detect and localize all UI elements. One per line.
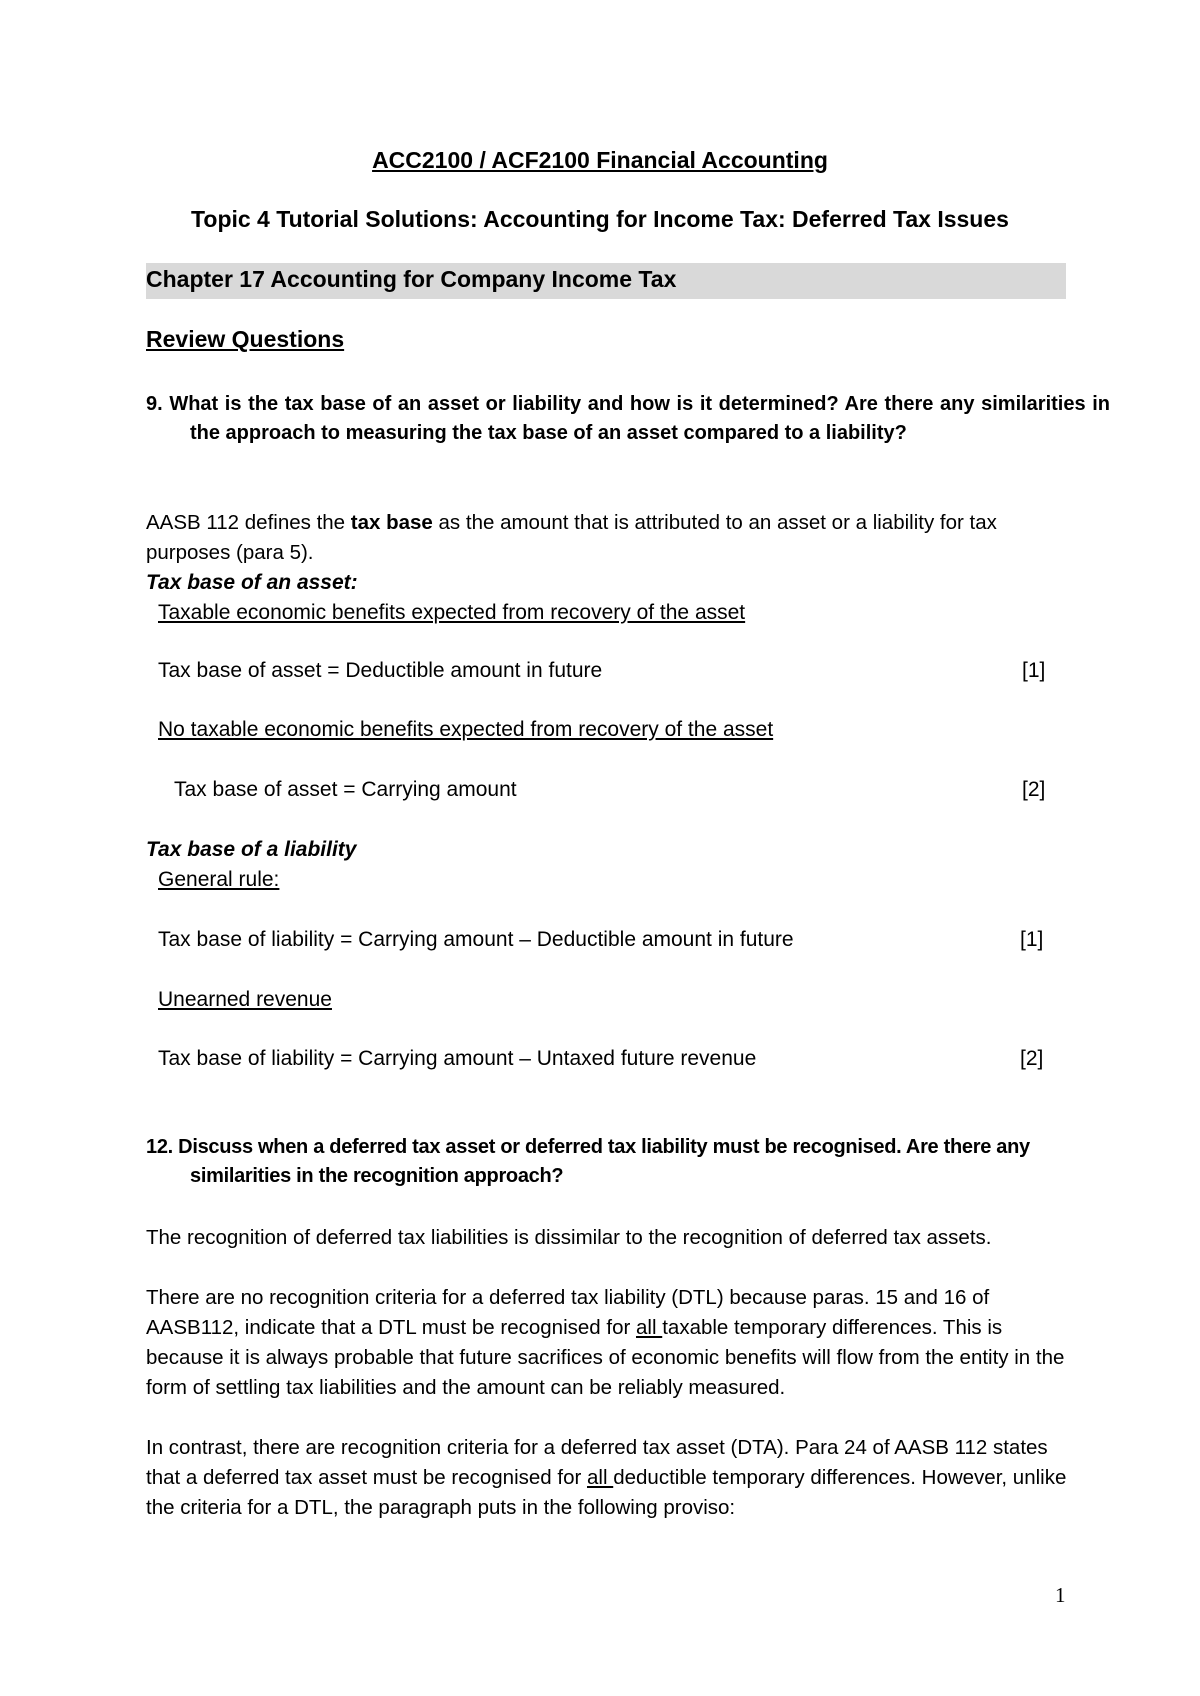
definition-text-pre: AASB 112 defines the: [146, 511, 351, 534]
liability-case-2: Unearned revenue: [158, 988, 332, 1011]
paragraph-2-text-post: taxable temporary differences. This is because it is always probable that future sacrifices of economic benefits will flow from the entity in the form of settling tax liabilities and the amount can be reliably measured.: [146, 1316, 1065, 1399]
question-text: Discuss when a deferred tax asset or deferred tax liability must be recognised. Are there any similarities in the recognition approach?: [178, 1136, 1030, 1187]
tax-base-definition: [146, 508, 1081, 568]
asset-formula-1: Tax base of asset = Deductible amount in future: [158, 659, 603, 682]
question-9: [146, 390, 1110, 448]
question-number: 12.: [146, 1136, 173, 1158]
paragraph-3-text-post: deductible temporary differences. However, unlike the criteria for a DTL, the paragraph puts in the following proviso:: [146, 1466, 1067, 1519]
liability-heading: Tax base of a liability: [146, 838, 357, 861]
section-heading: Review Questions: [146, 326, 345, 352]
question-text: What is the tax base of an asset or liability and how is it determined? Are there any similarities in the approach to measuring the tax base of an asset compared to a liability?: [169, 393, 1110, 444]
liability-case-1: General rule:: [158, 868, 280, 891]
liability-formula-2-ref: [2]: [1020, 1047, 1044, 1070]
liability-formula-1-ref: [1]: [1020, 928, 1044, 951]
asset-case-1: Taxable economic benefits expected from recovery of the asset: [158, 601, 746, 624]
topic-heading: Topic 4 Tutorial Solutions: Accounting for Income Tax: Deferred Tax Issues: [191, 206, 1009, 232]
definition-term: tax base: [350, 511, 433, 534]
page-number: 1: [1055, 1583, 1066, 1607]
asset-heading: Tax base of an asset:: [146, 571, 358, 594]
liability-formula-2: Tax base of liability = Carrying amount – Untaxed future revenue: [158, 1047, 757, 1070]
paragraph-3-text-pre: In contrast, there are recognition criteria for a deferred tax asset (DTA). Para 24 of AASB 112 states that a deferred tax asset must be recognised for: [146, 1436, 1048, 1489]
q12-paragraph-3: [146, 1433, 1081, 1523]
question-12: [146, 1133, 1110, 1191]
asset-formula-1-ref: [1]: [1022, 659, 1046, 682]
document-title: ACC2100 / ACF2100 Financial Accounting: [372, 147, 828, 173]
chapter-heading: Chapter 17 Accounting for Company Income Tax: [146, 266, 677, 292]
asset-case-2: No taxable economic benefits expected from recovery of the asset: [158, 718, 774, 741]
q12-paragraph-1: The recognition of deferred tax liabilities is dissimilar to the recognition of deferred tax assets.: [146, 1226, 992, 1249]
question-number: 9.: [146, 393, 163, 415]
liability-formula-1: Tax base of liability = Carrying amount – Deductible amount in future: [158, 928, 794, 951]
asset-formula-2: Tax base of asset = Carrying amount: [174, 778, 517, 801]
q12-paragraph-2: [146, 1283, 1081, 1403]
emphasis-all: all: [587, 1466, 614, 1489]
emphasis-all: all: [636, 1316, 663, 1339]
paragraph-2-text-pre: There are no recognition criteria for a deferred tax liability (DTL) because paras. 15 and 16 of AASB112, indicate that a DTL must be recognised for: [146, 1286, 990, 1339]
definition-text-post: as the amount that is attributed to an asset or a liability for tax purposes (para 5).: [146, 511, 997, 564]
asset-formula-2-ref: [2]: [1022, 778, 1046, 801]
